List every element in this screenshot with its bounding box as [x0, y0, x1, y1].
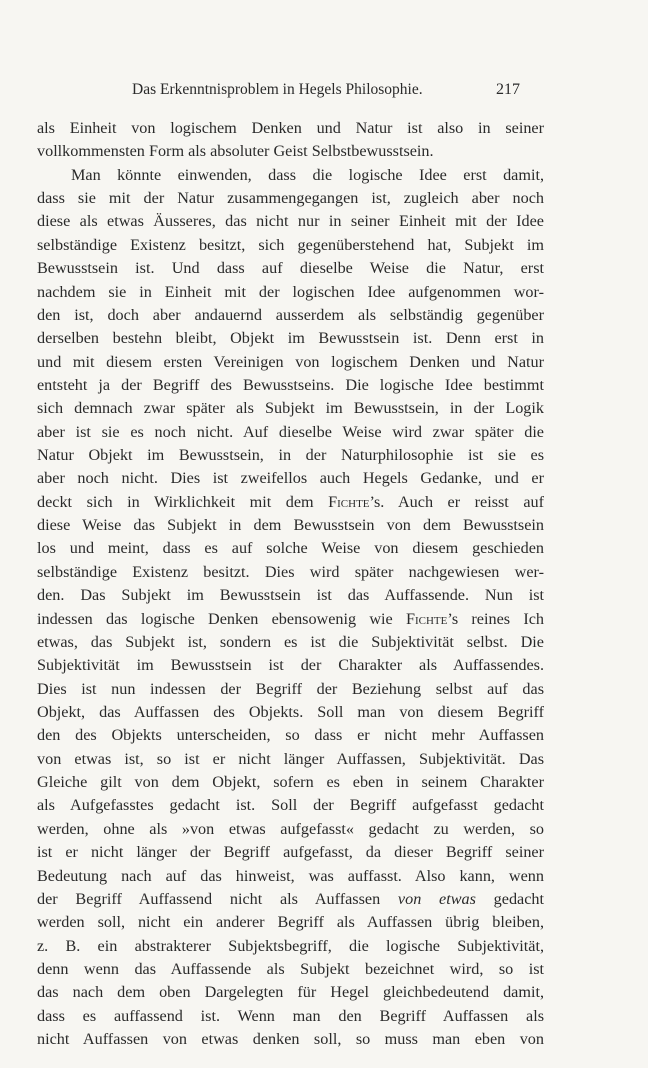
text-line: diese als etwas Äusseres, das nicht nur in seiner Einheit mit der Idee [37, 212, 544, 231]
text-line: Man könnte einwenden, dass die logische Idee erst damit, [71, 165, 544, 184]
text-line: Natur Objekt im Bewusstsein, in der Naturphilosophie ist sie es [37, 446, 544, 465]
text-line: Subjektivität im Bewusstsein ist der Charakter als Auffassendes. [37, 656, 544, 675]
text-line: diese Weise das Subjekt in dem Bewusstsein von dem Bewusstsein [37, 516, 544, 535]
author-name-smallcaps: Fichte [328, 492, 370, 511]
text-line: aber ist sie es noch nicht. Auf dieselbe Weise wird zwar später die [37, 422, 544, 441]
line-text: indessen das logische Denken ebensowenig wie [37, 609, 393, 628]
text-line: den des Objekts unterscheiden, so dass er nicht mehr Auffassen [37, 726, 544, 745]
text-line [37, 888, 544, 911]
author-name-smallcaps: Fichte [405, 609, 448, 628]
text-line: entsteht ja der Begriff des Bewusstseins. Die logische Idee bestimmt [37, 375, 544, 394]
text-line: aber noch nicht. Dies ist zweifellos auch Hegels Gedanke, und er [37, 469, 544, 488]
text-line: werden, ohne als »von etwas aufgefasst« gedacht zu werden, so [37, 819, 544, 838]
text-line: vollkommensten Form als absoluter Geist Selbstbewusstsein. [37, 142, 434, 161]
text-line: z. B. ein abstrakterer Subjektsbegriff, die logische Subjektivität, [37, 936, 544, 955]
text-line: Objekt, das Auffassen des Objekts. Soll man von diesem Begriff [37, 702, 544, 721]
text-line: denn wenn das Auffassende als Subjekt bezeichnet wird, so ist [37, 959, 544, 978]
text-line: Bedeutung nach auf das hinweist, was auffasst. Also kann, wenn [37, 866, 544, 885]
text-line: nicht Auffassen von etwas denken soll, so muss man eben von [37, 1030, 544, 1049]
text-line: Dies ist nun indessen der Begriff der Beziehung selbst auf das [37, 679, 544, 698]
text-line [37, 491, 544, 514]
page-number: 217 [496, 81, 520, 98]
text-line: und mit diesem ersten Vereinigen von logischem Denken und Natur [37, 352, 544, 371]
text-line: ist er nicht länger der Begriff aufgefasst, da dieser Begriff seiner [37, 843, 544, 862]
text-line: Gleiche gilt von dem Objekt, sofern es eben in seinem Charakter [37, 773, 544, 792]
text-line: derselben bestehn bleibt, Objekt im Bewusstsein ist. Denn erst in [37, 329, 544, 348]
text-line [37, 608, 544, 631]
text-line: selbständige Existenz besitzt, sich gegenüberstehend hat, Subjekt im [37, 235, 544, 254]
running-title: Das Erkenntnisproblem in Hegels Philosophie. [132, 81, 423, 98]
text-line: von etwas ist, so ist er nicht länger Auffassen, Subjektivität. Das [37, 749, 544, 768]
text-line: den ist, doch aber andauernd ausserdem als selbständig gegenüber [37, 305, 544, 324]
italic-phrase: von etwas [397, 889, 476, 908]
line-text: ’s reines Ich [447, 609, 544, 628]
line-text: der Begriff Auffassend nicht als Auffassen [37, 889, 381, 908]
text-line: los und meint, dass es auf solche Weise von diesem geschieden [37, 539, 544, 558]
text-line: den. Das Subjekt im Bewusstsein ist das Auffassende. Nun ist [37, 586, 544, 605]
body-text [37, 117, 544, 1051]
text-line: Bewusstsein ist. Und dass auf dieselbe Weise die Natur, erst [37, 259, 544, 278]
text-line: sich demnach zwar später als Subjekt im Bewusstsein, in der Logik [37, 399, 544, 418]
text-line: selbständige Existenz besitzt. Dies wird später nachgewiesen wer- [37, 562, 544, 581]
line-text: gedacht [475, 889, 544, 908]
text-line: dass sie mit der Natur zusammengegangen ist, zugleich aber noch [37, 189, 544, 208]
text-line: als Einheit von logischem Denken und Natur ist also in seiner [37, 119, 544, 137]
text-line: das nach dem oben Dargelegten für Hegel gleichbedeutend damit, [37, 983, 544, 1002]
line-text: deckt sich in Wirklichkeit mit dem [37, 492, 314, 511]
text-line: nachdem sie in Einheit mit der logischen Idee aufgenommen wor- [37, 282, 544, 301]
text-line: werden soll, nicht ein anderer Begriff als Auffassen übrig bleiben, [37, 913, 544, 932]
text-line: als Aufgefasstes gedacht ist. Soll der Begriff aufgefasst gedacht [37, 796, 544, 815]
line-text: ’s. Auch er reisst auf [369, 492, 544, 511]
text-line: etwas, das Subjekt ist, sondern es ist die Subjektivität selbst. Die [37, 632, 544, 651]
text-line: dass es auffassend ist. Wenn man den Begriff Auffassen als [37, 1006, 544, 1025]
